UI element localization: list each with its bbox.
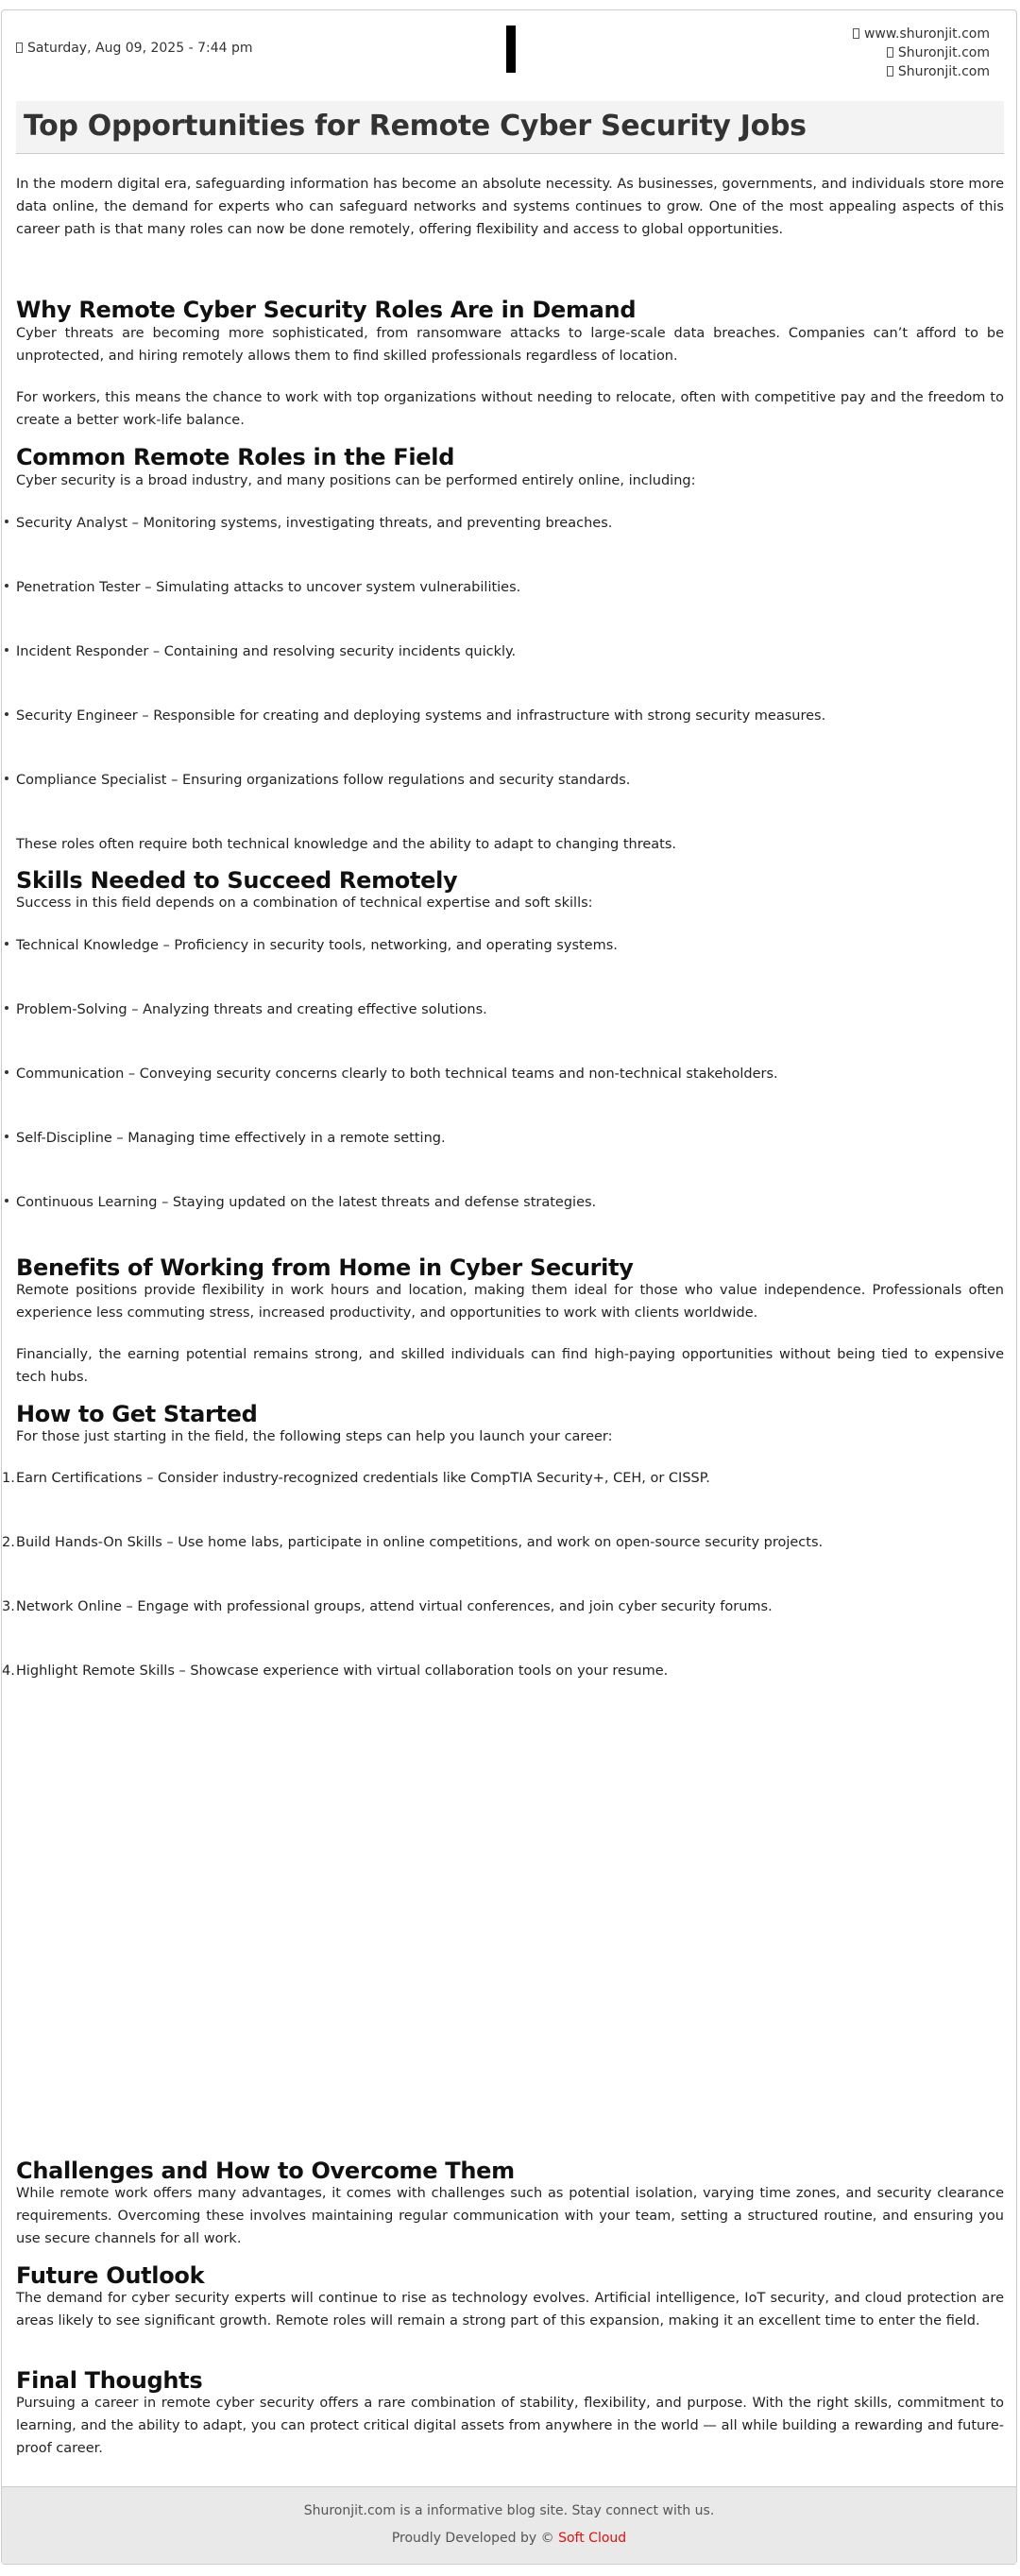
bullet-icon [5,520,8,523]
facebook-link[interactable]: Shuronjit.com [853,43,990,62]
list-item: Compliance Specialist – Ensuring organizations follow regulations and security standards. [2,770,630,791]
bullet-icon [5,942,8,946]
site-links [853,25,990,81]
start-lead: For those just starting in the field, the following steps can help you launch your career: [16,1429,613,1444]
step-item: 1.Earn Certifications – Consider industry-recognized credentials like CompTIA Security+, CEH, or CISSP. [2,1471,710,1486]
facebook-icon [887,47,893,58]
bullet-icon [5,1006,8,1010]
step-item: 4.Highlight Remote Skills – Showcase experience with virtual collaboration tools on your resume. [2,1663,669,1679]
why-paragraph-2: For workers, this means the chance to work with top organizations without needing to relocate, often with competitive pay and the freedom to create a better work-life balance. [16,390,1004,428]
section-heading-benefits: Benefits of Working from Home in Cyber Security [16,1254,634,1281]
section-heading-roles: Common Remote Roles in the Field [16,444,455,470]
bullet-icon [5,712,8,716]
page-title: Top Opportunities for Remote Cyber Security Jobs [24,110,807,143]
footer [2,2486,1016,2564]
page-card [1,9,1017,2565]
future-paragraph: The demand for cyber security experts will continue to rise as technology evolves. Artificial intelligence, IoT security, and cloud protection are areas likely to see significant growth. Remote roles will remain a strong part of this expansion, making it an excellent time to enter the field. [16,2291,1004,2329]
title-band [16,101,1004,154]
soft-cloud-link[interactable]: Soft Cloud [558,2531,627,2546]
text-cursor-bar [506,26,516,73]
bullet-icon [5,1134,8,1138]
footer-tagline: Shuronjit.com is a informative blog site. Stay connect with us. [303,2503,715,2518]
step-item: 2.Build Hands-On Skills – Use home labs, participate in online competitions, and work on open-source security projects. [2,1535,824,1550]
bullet-icon [5,1199,8,1203]
list-item: Communication – Conveying security concerns clearly to both technical teams and non-technical stakeholders. [2,1064,778,1084]
footer-credit: Proudly Developed by © Soft Cloud [391,2531,627,2546]
roles-closing: These roles often require both technical knowledge and the ability to adapt to changing threats. [16,837,677,852]
bullet-icon [5,648,8,652]
date-text: Saturday, Aug 09, 2025 - 7:44 pm [27,41,253,56]
why-paragraph-1: Cyber threats are becoming more sophisticated, from ransomware attacks to large-scale data breaches. Companies can’t afford to be unprotected, and hiring remotely allows them to find skilled professionals regardless of location. [16,326,1004,364]
current-date [16,41,253,56]
bullet-icon [5,1070,8,1074]
globe-icon [853,28,859,39]
section-heading-future: Future Outlook [16,2262,205,2289]
list-item: Continuous Learning – Staying updated on the latest threats and defense strategies. [2,1192,596,1213]
list-item: Problem-Solving – Analyzing threats and creating effective solutions. [2,999,487,1020]
section-heading-challenges: Challenges and How to Overcome Them [16,2158,515,2184]
calendar-icon [16,43,23,53]
challenges-paragraph: While remote work offers many advantages, it comes with challenges such as potential isolation, varying time zones, and security clearance requirements. Overcoming these involves maintaining regular communication with your team, setting a structured routine, and ensuring you use secure channels for all work. [16,2186,1004,2246]
section-heading-start: How to Get Started [16,1401,258,1427]
final-paragraph: Pursuing a career in remote cyber security offers a rare combination of stability, flexibility, and purpose. With the right skills, commitment to learning, and the ability to adapt, you can protect critical digital assets from anywhere in the world — all while building a rewarding and future-proof career. [16,2396,1004,2456]
list-item: Security Analyst – Monitoring systems, investigating threats, and preventing breaches. [2,513,612,534]
youtube-icon [887,66,893,77]
section-heading-why: Why Remote Cyber Security Roles Are in Demand [16,297,637,323]
section-heading-skills: Skills Needed to Succeed Remotely [16,867,458,894]
website-link[interactable]: www.shuronjit.com [853,25,990,43]
benefits-paragraph-1: Remote positions provide flexibility in work hours and location, making them ideal for those who value independence. Professionals often experience less commuting stress, increased productivity, and opportunities to work with clients worldwide. [16,1283,1004,1321]
list-item: Self-Discipline – Managing time effectively in a remote setting. [2,1128,446,1149]
youtube-link[interactable]: Shuronjit.com [853,62,990,81]
skills-lead: Success in this field depends on a combination of technical expertise and soft skills: [16,896,593,911]
list-item: Technical Knowledge – Proficiency in security tools, networking, and operating systems. [2,935,618,956]
bullet-icon [5,584,8,588]
list-item: Incident Responder – Containing and resolving security incidents quickly. [2,641,516,662]
intro-paragraph: In the modern digital era, safeguarding information has become an absolute necessity. As businesses, governments, and individuals store more data online, the demand for experts who can safeguard networks and systems continues to grow. One of the most appealing aspects of this career path is that many roles can now be done remotely, offering flexibility and access to global opportunities. [16,177,1004,237]
benefits-paragraph-2: Financially, the earning potential remains strong, and skilled individuals can find high-paying opportunities without being tied to expensive tech hubs. [16,1347,1004,1385]
roles-lead: Cyber security is a broad industry, and many positions can be performed entirely online, including: [16,473,696,488]
bullet-icon [5,776,8,780]
top-bar [2,10,1016,95]
section-heading-final: Final Thoughts [16,2367,203,2394]
list-item: Penetration Tester – Simulating attacks to uncover system vulnerabilities. [2,577,520,598]
list-item: Security Engineer – Responsible for creating and deploying systems and infrastructure with strong security measures. [2,706,825,726]
step-item: 3.Network Online – Engage with professional groups, attend virtual conferences, and join cyber security forums. [2,1599,773,1614]
